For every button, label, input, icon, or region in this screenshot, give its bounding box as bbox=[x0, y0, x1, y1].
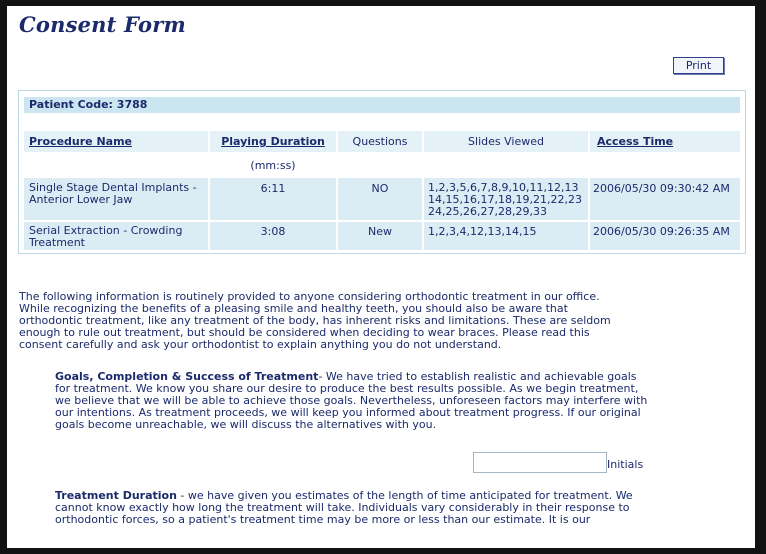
questions-cell: New bbox=[338, 222, 422, 250]
questions-cell: NO bbox=[338, 178, 422, 220]
table-header-row bbox=[24, 131, 740, 152]
goals-text: - We have tried to establish realistic and achievable goals for treatment. We know you share our desire to produce the best results possible. As we begin treatment, we believe that we will be able to achieve those goals. Nevertheless, unforeseen factors may interfere with our intentions. As treatment proceeds, we will keep you informed about treatment progress. If our original goals become unreachable, we will discuss the alternatives with you. bbox=[55, 370, 648, 431]
duration-cell: 3:08 bbox=[210, 222, 336, 250]
access-time-cell: 2006/05/30 09:30:42 AM bbox=[590, 178, 740, 220]
duration-text: - we have given you estimates of the length of time anticipated for treatment. We cannot know exactly how long the treatment will take. Individuals vary considerably in their response to orthodontic forces, so a patient's treatment time may be more or less than our estimate. It is our bbox=[55, 489, 633, 526]
table-row bbox=[24, 222, 740, 250]
goals-paragraph bbox=[55, 371, 655, 431]
header-procedure-name[interactable]: Procedure Name bbox=[24, 131, 208, 152]
slides-cell: 1,2,3,4,12,13,14,15 bbox=[424, 222, 588, 250]
duration-units: (mm:ss) bbox=[250, 159, 296, 172]
procedure-name-cell: Serial Extraction - Crowding Treatment bbox=[24, 222, 208, 250]
intro-paragraph: The following information is routinely provided to anyone considering orthodontic treatment in our office. While recognizing the benefits of a pleasing smile and healthy teeth, you should also be aware that orthodontic treatment, like any treatment of the body, has inherent risks and limitations. These are seldom enough to rule out treatment, but should be considered when deciding to wear braces. Please read this consent carefully and ask your orthodontist to explain anything you do not understand. bbox=[19, 290, 611, 351]
header-access-time[interactable]: Access Time bbox=[590, 131, 740, 152]
duration-cell: 6:11 bbox=[210, 178, 336, 220]
header-slides-viewed: Slides Viewed bbox=[424, 131, 588, 152]
page bbox=[7, 6, 755, 548]
duration-paragraph bbox=[55, 490, 655, 526]
access-time-cell: 2006/05/30 09:26:35 AM bbox=[590, 222, 740, 250]
table-row bbox=[24, 178, 740, 220]
print-button[interactable]: Print bbox=[673, 57, 724, 74]
initials-label: Initials bbox=[607, 458, 644, 471]
goals-heading: Goals, Completion & Success of Treatment bbox=[55, 370, 319, 383]
procedures-panel bbox=[18, 90, 746, 254]
initials-input[interactable] bbox=[473, 452, 607, 473]
header-playing-duration[interactable]: Playing Duration bbox=[210, 131, 336, 152]
patient-code: Patient Code: 3788 bbox=[24, 97, 740, 113]
duration-heading: Treatment Duration bbox=[55, 489, 177, 502]
header-questions: Questions bbox=[338, 131, 422, 152]
slides-cell: 1,2,3,5,6,7,8,9,10,11,12,13 14,15,16,17,18,19,21,22,23 24,25,26,27,28,29,33 bbox=[424, 178, 588, 220]
page-title: Consent Form bbox=[19, 12, 186, 37]
procedure-name-cell: Single Stage Dental Implants - Anterior Lower Jaw bbox=[24, 178, 208, 220]
